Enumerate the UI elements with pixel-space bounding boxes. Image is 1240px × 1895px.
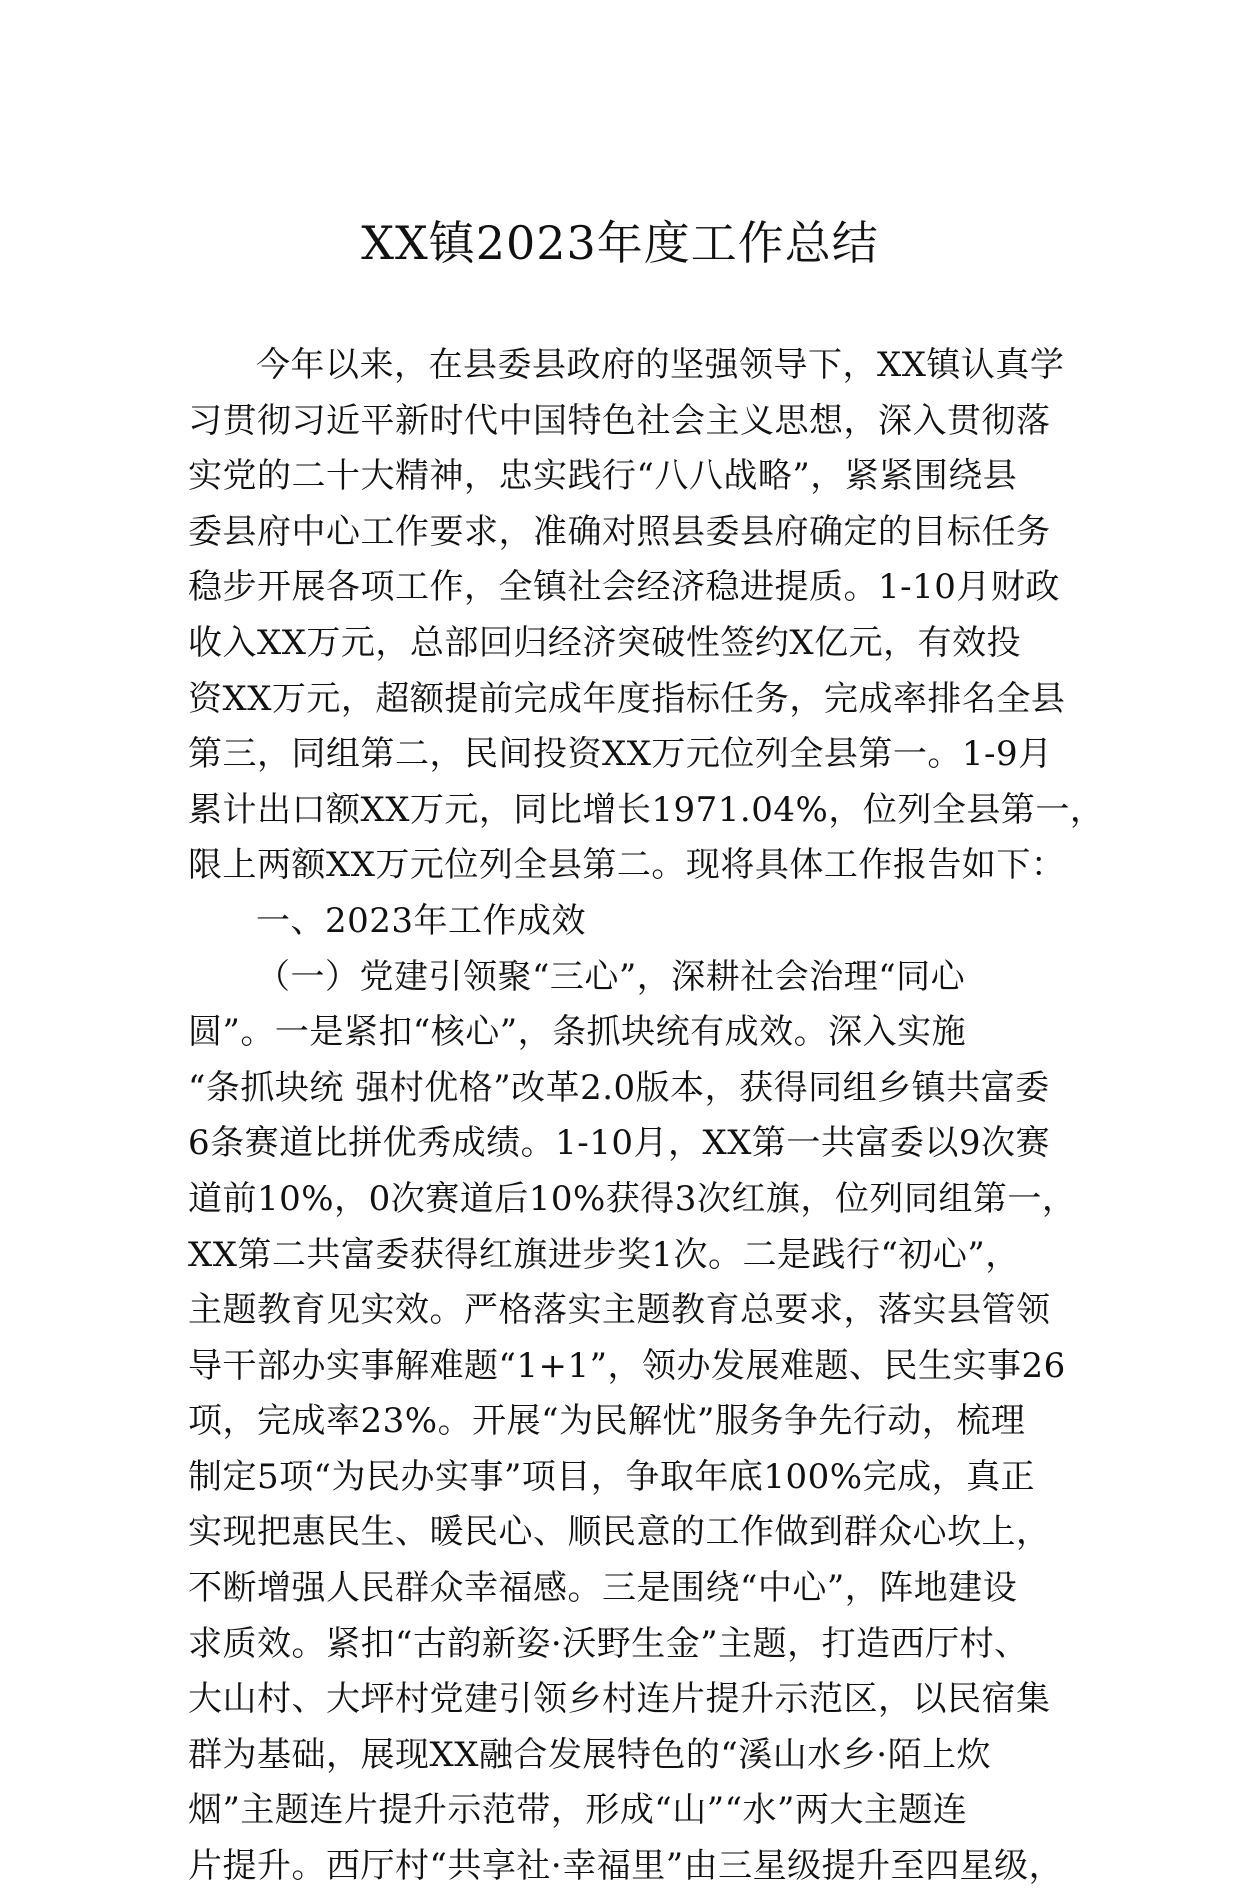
- paragraph-line: 制定5项“为民办实事”项目，争取年底100%完成，真正: [188, 1456, 1036, 1497]
- paragraph-line: 主题教育见实效。严格落实主题教育总要求，落实县管领: [188, 1290, 1051, 1331]
- document-body: [188, 338, 1105, 1895]
- paragraph-line: 第三，同组第二，民间投资XX万元位列全县第一。1-9月: [188, 734, 1053, 775]
- paragraph-line: 求质效。紧扣“古韵新姿·沃野生金”主题，打造西厅村、: [188, 1623, 1029, 1664]
- paragraph-line: 项，完成率23%。开展“为民解忧”服务争先行动，梳理: [188, 1401, 1026, 1442]
- paragraph-line: 大山村、大坪村党建引领乡村连片提升示范区，以民宿集: [188, 1679, 1051, 1720]
- paragraph-line: 圆”。一是紧扣“核心”，条抓块统有成效。深入实施: [188, 1012, 967, 1053]
- paragraph-line: 道前10%，0次赛道后10%获得3次红旗，位列同组第一，: [188, 1178, 1077, 1219]
- paragraph-line: 群为基础，展现XX融合发展特色的“溪山水乡·陌上炊: [188, 1734, 992, 1775]
- subsection-heading-line: （一）党建引领聚“三心”，深耕社会治理“同心: [256, 956, 966, 997]
- paragraph-line: 委县府中心工作要求，准确对照县委县府确定的目标任务: [188, 511, 1051, 552]
- paragraph-line: 稳步开展各项工作，全镇社会经济稳进提质。1-10月财政: [188, 567, 1060, 608]
- paragraph-line: 不断增强人民群众幸福感。三是围绕“中心”，阵地建设: [188, 1568, 1018, 1609]
- paragraph-line: 资XX万元，超额提前完成年度指标任务，完成率排名全县: [188, 678, 1066, 719]
- paragraph-line: 今年以来，在县委县政府的坚强领导下，XX镇认真学: [256, 345, 1065, 385]
- paragraph-line: 习贯彻习近平新时代中国特色社会主义思想，深入贯彻落: [188, 400, 1051, 441]
- paragraph-line: 实现把惠民生、暖民心、顺民意的工作做到群众心坎上，: [188, 1512, 1051, 1553]
- paragraph-line: “条抓块统 强村优格”改革2.0版本，获得同组乡镇共富委: [188, 1067, 1050, 1108]
- paragraph-line: 导干部办实事解难题“1+1”，领办发展难题、民生实事26: [188, 1345, 1066, 1386]
- document-title: XX镇2023年度工作总结: [361, 216, 879, 270]
- paragraph-line: 片提升。西厅村“共享社·幸福里”由三星级提升至四星级，: [188, 1846, 1064, 1887]
- paragraph-line: 6条赛道比拼优秀成绩。1-10月，XX第一共富委以9次赛: [188, 1123, 1051, 1164]
- section-heading: 一、2023年工作成效: [256, 900, 587, 941]
- paragraph-line: 限上两额XX万元位列全县第二。现将具体工作报告如下：: [188, 845, 1066, 886]
- paragraph-line: 烟”主题连片提升示范带，形成“山”“水”两大主题连: [188, 1790, 968, 1831]
- paragraph-line: 收入XX万元，总部回归经济突破性签约X亿元，有效投: [188, 622, 1022, 663]
- paragraph-line: 实党的二十大精神，忠实践行“八八战略”，紧紧围绕县: [188, 456, 1018, 497]
- paragraph-line: 累计出口额XX万元，同比增长1971.04%，位列全县第一，: [188, 789, 1105, 830]
- paragraph-line: XX第二共富委获得红旗进步奖1次。二是践行“初心”，: [188, 1234, 1020, 1275]
